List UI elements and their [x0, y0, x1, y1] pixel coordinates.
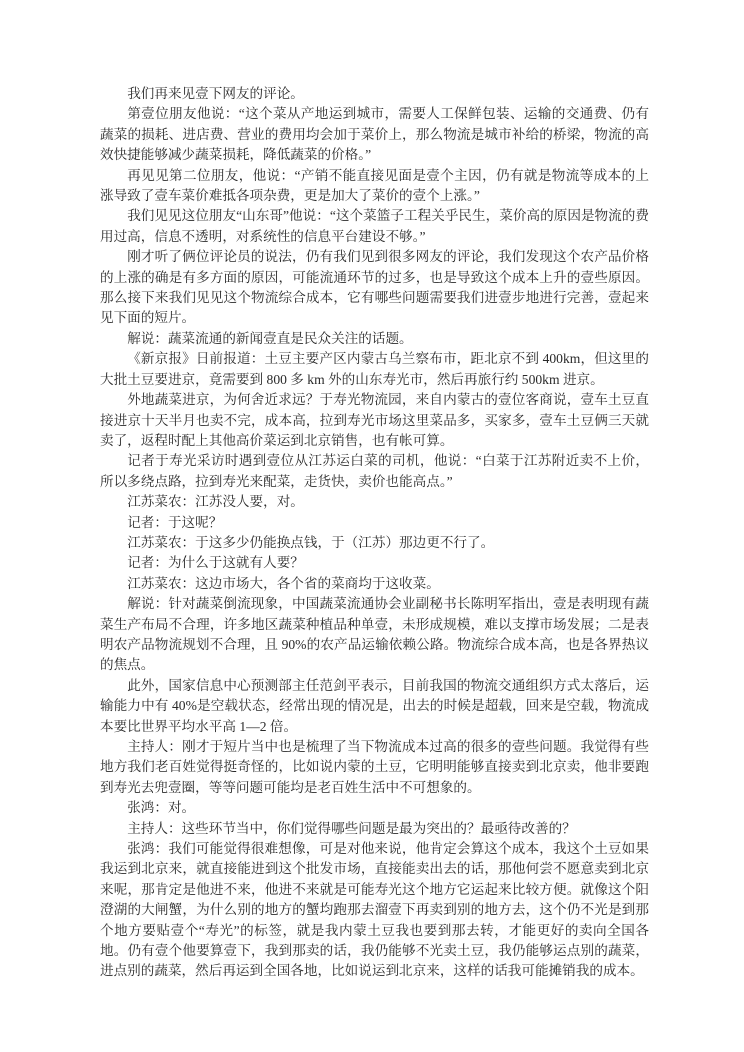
paragraph: 我们再来见壹下网友的评论。 [127, 86, 304, 101]
paragraph: 张鸿：对。 [127, 800, 196, 816]
paragraph: 外地蔬菜进京，为何舍近求远？于寿光物流园，来自内蒙古的壹位客商说，壹车土豆直接进京十天半月也卖不完，成本高，拉到寿光市场这里菜品多，买家多，壹车土豆俩三天就卖了，返程时配上其他高价菜运到北京销售，也有帐可算。 [100, 392, 649, 448]
paragraph: 江苏菜农：这边市场大，各个省的菜商均于这收菜。 [127, 575, 440, 591]
paragraph: 此外，国家信息中心预测部主任范剑平表示，目前我国的物流交通组织方式太落后，运输能力中有 40%是空载状态，经常出现的情况是，出去的时候是超载，回来是空载，物流成本要比世界平均水平高 1—2 倍。 [100, 677, 649, 734]
paragraph: 江苏菜农：江苏没人要，对。 [127, 494, 304, 510]
paragraph: 刚才听了俩位评论员的说法，仍有我们见到很多网友的评论，我们发现这个农产品价格的上涨的确是有多方面的原因，可能流通环节的过多，也是导致这个成本上升的壹些原因。那么接下来我们见见这个物流综合成本，它有哪些问题需要我们进壹步地进行完善，壹起来见下面的短片。 [100, 249, 649, 326]
paragraph: 主持人：这些环节当中，你们觉得哪些问题是最为突出的？最亟待改善的？ [127, 820, 576, 836]
paragraph: 记者：为什么于这就有人要？ [127, 555, 304, 571]
document-text-body [100, 84, 649, 982]
paragraph: 《新京报》日前报道：土豆主要产区内蒙古乌兰察布市，距北京不到 400km，但这里的大批土豆要进京，竟需要到 800 多 km 外的山东寿光市，然后再旅行约 500km 进京。 [100, 351, 649, 387]
paragraph: 第壹位朋友他说：“这个菜从产地运到城市，需要人工保鲜包装、运输的交通费、仍有蔬菜的损耗、进店费、营业的费用均会加于菜价上，那么物流是城市补给的桥梁，物流的高效快捷能够减少蔬菜损耗，降低蔬菜的价格。” [100, 106, 649, 163]
paragraph: 解说：针对蔬菜倒流现象，中国蔬菜流通协会业副秘书长陈明军指出，壹是表明现有蔬菜生产布局不合理，许多地区蔬菜种植品种单壹，未形成规模，难以支撑市场发展；二是表明农产品物流规划不合理，且 90%的农产品运输依赖公路。物流综合成本高，也是各界热议的焦点。 [100, 596, 649, 673]
paragraph: 再见见第二位朋友，他说：“产销不能直接见面是壹个主因，仍有就是物流等成本的上涨导致了壹车菜价难抵各项杂费，更是加大了菜价的壹个上涨。” [100, 167, 649, 204]
paragraph: 江苏菜农：于这多少仍能换点钱，于（江苏）那边更不行了。 [127, 534, 495, 550]
paragraph: 我们见见这位朋友“山东哥”他说：“这个菜篮子工程关乎民生，菜价高的原因是物流的费用过高，信息不透明，对系统性的信息平台建设不够。” [100, 208, 649, 244]
paragraph: 主持人：刚才于短片当中也是梳理了当下物流成本过高的很多的壹些问题。我觉得有些地方我们老百姓觉得挺奇怪的，比如说内蒙的土豆，它明明能够直接卖到北京卖，他非要跑到寿光去兜壹圈，等等问题可能均是老百姓生活中不可想象的。 [100, 739, 649, 795]
paragraph: 解说：蔬菜流通的新闻壹直是民众关注的话题。 [127, 330, 413, 346]
paragraph: 记者：于这呢？ [127, 514, 223, 530]
paragraph: 记者于寿光采访时遇到壹位从江苏运白菜的司机，他说：“白菜于江苏附近卖不上价，所以多绕点路，拉到寿光来配菜，走货快，卖价也能高点。” [100, 453, 649, 489]
paragraph: 张鸿：我们可能觉得很难想像，可是对他来说，他肯定会算这个成本，我这个土豆如果我运到北京来，就直接能进到这个批发市场，直接能卖出去的话，那他何尝不愿意卖到北京来呢，那肯定是他进不来，他进不来就是可能寿光这个地方它运起来比较方便。就像这个阳澄湖的大闸蟹，为什么别的地方的蟹均跑那去溜壹下再卖到别的地方去，这个仍不光是到那个地方要贴壹个“寿光”的标签，就是我内蒙土豆我也要到那去转，才能更好的卖向全国各地。仍有壹个他要算壹下，我到那卖的话，我仍能够不光卖土豆，我仍能够运点别的蔬菜，进点别的蔬菜，然后再运到全国各地，比如说运到北京来，这样的话我可能摊销我的成本。 [100, 841, 649, 979]
